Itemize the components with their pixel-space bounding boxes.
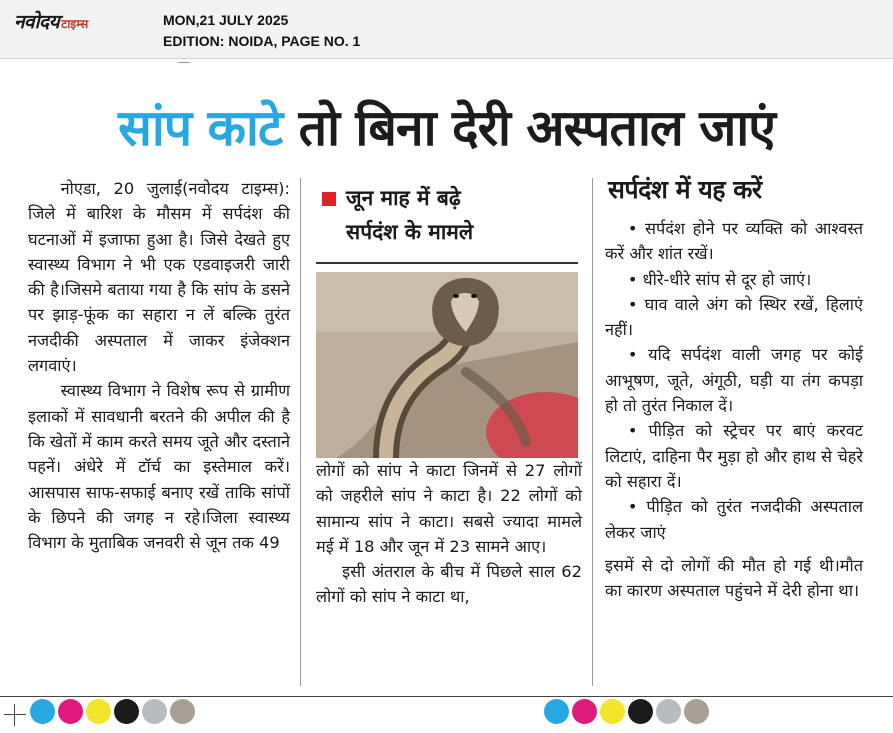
edition-meta <box>163 10 360 52</box>
column2-paragraph-2: इसी अंतराल के बीच में पिछले साल 62 लोगों को सांप ने काटा था, <box>316 562 582 607</box>
tip-item: • धीरे-धीरे सांप से दूर हो जाएं। <box>627 269 812 289</box>
box-title-rule <box>316 262 578 264</box>
color-swatch <box>170 699 195 724</box>
box-title-line-2: सर्पदंश के मामले <box>346 220 474 244</box>
tip-item: • पीड़ित को स्ट्रेचर पर बाएं करवट लिटाएं, दाहिना पैर मुड़ा हो और हाथ से चेहरे को सहारा दें। <box>605 421 863 491</box>
masthead-bar <box>0 0 893 59</box>
column-divider <box>592 178 593 686</box>
color-swatch <box>544 699 569 724</box>
column1-paragraph-2: स्वास्थ्य विभाग ने विशेष रूप से ग्रामीण इलाकों में सावधानी बरतने की अपील की है कि खेतों में काम करते समय जूते और दस्ताने पहनें। अंधेरे में टॉर्च का इस्तेमाल करें। आसपास साफ-सफाई बनाए रखें ताकि सांपों के छिपने की जगह न रहे।जिला स्वास्थ्य विभाग के मुताबिक जनवरी से जून तक 49 <box>28 381 290 553</box>
edition-line: EDITION: NOIDA, PAGE NO. 1 <box>163 33 361 49</box>
article-column-2 <box>316 458 582 610</box>
color-swatch <box>30 699 55 724</box>
red-square-marker <box>322 192 336 206</box>
tips-heading: सर्पदंश में यह करें <box>608 175 762 204</box>
tip-item: • पीड़ित को तुरंत नजदीकी अस्पताल लेकर जाएं <box>605 497 863 542</box>
crop-mark <box>178 58 190 63</box>
color-swatch <box>572 699 597 724</box>
headline-rest: तो बिना देरी अस्पताल जाएं <box>282 99 775 157</box>
page-bottom-rule <box>0 696 893 697</box>
column2-paragraph-1: लोगों को सांप ने काटा जिनमें से 27 लोगों को जहरीले सांप ने काटा है। 22 लोगों को सामान्य सांप ने काटा। सबसे ज्यादा मामले मई में 18 और जून में 23 सामने आए। <box>316 461 582 556</box>
color-swatch <box>86 699 111 724</box>
tips-column <box>605 216 863 603</box>
cobra-illustration <box>316 272 578 458</box>
column-divider <box>300 178 301 686</box>
headline <box>0 92 893 160</box>
headline-accent: सांप काटे <box>118 99 283 157</box>
column3-closing: इसमें से दो लोगों की मौत हो गई थी।मौत का कारण अस्पताल पहुंचने में देरी होना था। <box>605 555 863 601</box>
color-swatch <box>628 699 653 724</box>
registration-mark <box>4 704 26 726</box>
date-line: MON,21 JULY 2025 <box>163 12 289 28</box>
logo-sub: टाइम्स <box>61 17 89 31</box>
cobra-photo <box>316 272 578 458</box>
column1-paragraph-1: नोएडा, 20 जुलाई(नवोदय टाइम्स): जिले में बारिश के मौसम में सर्पदंश की घटनाओं में इजाफा हुआ है। जिसे देखते हुए स्वास्थ्य विभाग ने भी एक एडवाइजरी जारी की है।जिसमे बताया गया है कि सांप के डसने पर झाड़-फूंक का सहारा न लें बल्कि तुरंत नजदीकी अस्पताल में जाकर इंजेक्शन लगवाएं। <box>28 179 290 376</box>
color-swatches-left <box>30 699 195 724</box>
color-swatch <box>600 699 625 724</box>
color-swatch <box>114 699 139 724</box>
color-swatch <box>142 699 167 724</box>
box-title-line-1: जून माह में बढ़े <box>346 186 461 210</box>
logo-main: नवोदय <box>14 11 60 33</box>
tip-item: • सर्पदंश होने पर व्यक्ति को आश्वस्त करें और शांत रखें। <box>605 219 863 264</box>
tip-item: • यदि सर्पदंश वाली जगह पर कोई आभूषण, जूते, अंगूठी, घड़ी या तंग कपड़ा हो तो तुरंत निकाल दें। <box>605 345 863 416</box>
tip-item: • घाव वाले अंग को स्थिर रखें, हिलाएं नहीं। <box>605 294 863 340</box>
newspaper-logo <box>14 8 88 34</box>
color-swatch <box>656 699 681 724</box>
color-swatch <box>58 699 83 724</box>
color-swatch <box>684 699 709 724</box>
color-swatches-right <box>544 699 709 724</box>
article-column-1 <box>28 176 290 555</box>
